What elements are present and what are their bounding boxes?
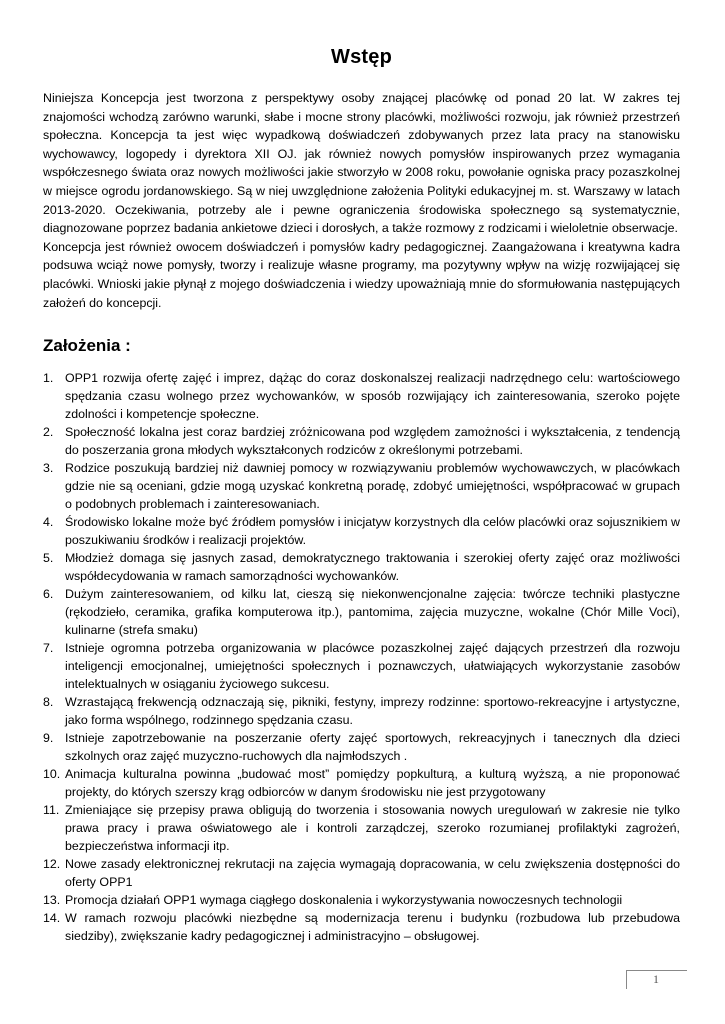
assumptions-list	[43, 369, 680, 945]
list-item-text: OPP1 rozwija ofertę zajęć i imprez, dążąc do coraz doskonalszej realizacji nadrzędnego celu: wartościowego spędzania czasu wolnego przez wychowanków, w sposób rozwijający ich zainteresowania, szeroko pojęte zdolności i kompetencje społeczne.	[65, 371, 680, 422]
list-item-number: 8.	[43, 695, 54, 710]
list-item	[43, 513, 680, 549]
list-item	[43, 585, 680, 639]
list-item-text: Rodzice poszukują bardziej niż dawniej pomocy w rozwiązywaniu problemów wychowawczych, w placówkach gdzie nie są oceniani, gdzie mogą uzyskać konkretną poradę, zdobyć umiejętności, współpracować w grupach o podobnych problemach i zainteresowaniach.	[65, 461, 680, 512]
list-item	[43, 891, 680, 909]
list-item-number: 14.	[43, 911, 61, 926]
list-item-number: 7.	[43, 641, 54, 656]
intro-section	[43, 89, 680, 312]
list-item-number: 12.	[43, 857, 61, 872]
list-item	[43, 639, 680, 693]
list-item-text: Społeczność lokalna jest coraz bardziej zróżnicowana pod względem zamożności i wykształcenia, z tendencją do poszerzania grona młodych wykształconych rodziców z określonymi potrzebami.	[65, 425, 680, 458]
list-item-text: Animacja kulturalna powinna „budować most” pomiędzy popkulturą, a kulturą wyższą, a nie proponować projekty, do których szerszy krąg odbiorców w danym środowisku nie jest przygotowany	[65, 767, 680, 800]
list-item	[43, 765, 680, 801]
list-item	[43, 909, 680, 945]
list-item	[43, 801, 680, 855]
list-item-text: Środowisko lokalne może być źródłem pomysłów i inicjatyw korzystnych dla celów placówki oraz sojusznikiem w poszukiwaniu środków i realizacji projektów.	[65, 515, 680, 548]
list-item-text: Wzrastającą frekwencją odznaczają się, pikniki, festyny, imprezy rodzinne: sportowo-rekreacyjne i artystyczne, jako forma wspólnego, rodzinnego spędzania czasu.	[65, 695, 680, 728]
intro-paragraph: Niniejsza Koncepcja jest tworzona z perspektywy osoby znającej placówkę od ponad 20 lat. W zakres tej znajomości wchodzą zarówno warunki, słabe i mocne strony placówki, możliwości rozwoju, jak również przestrzeń społeczna. Koncepcja ta jest więc wypadkową doświadczeń zdobywanych przez lata pracy na stanowisku wychowawcy, logopedy i dyrektora XII OJ. jak również nowych pomysłów inspirowanych przez wymagania współczesnego świata oraz nowych możliwości jakie stworzyło w 2008 roku, powołanie ogniska pracy pozaszkolnej w miejsce ogrodu jordanowskiego. Są w niej uwzględnione założenia Polityki edukacyjnej m. st. Warszawy w latach 2013-2020. Oczekiwania, potrzeby ale i pewne ograniczenia środowiska społecznego są systematycznie, diagnozowane poprzez badania ankietowe dzieci i dorosłych, a także rozmowy z rodzicami i wieloletnie obserwacje.	[43, 91, 680, 236]
list-item-number: 3.	[43, 461, 54, 476]
list-item	[43, 693, 680, 729]
list-item	[43, 549, 680, 585]
list-item-text: Młodzież domaga się jasnych zasad, demokratycznego traktowania i szerokiej oferty zajęć oraz możliwości współdecydowania w ramach samorządności wychowanków.	[65, 551, 680, 584]
list-item-text: Zmieniające się przepisy prawa obligują do tworzenia i stosowania nowych uregulowań w zakresie nie tylko prawa pracy i prawa oświatowego ale i kontroli zarządczej, szeroko rozumianej profilaktyki zagrożeń, bezpieczeństwa informacji itp.	[65, 803, 680, 854]
list-item-text: Istnieje zapotrzebowanie na poszerzanie oferty zajęć sportowych, rekreacyjnych i tanecznych dla dzieci szkolnych oraz zajęć muzyczno-ruchowych dla najmłodszych .	[65, 731, 680, 764]
document-page	[43, 46, 680, 945]
list-item-text: Istnieje ogromna potrzeba organizowania w placówce pozaszkolnej zajęć dających przestrzeń dla rozwoju inteligencji emocjonalnej, umiejętności społecznych i poznawczych, ułatwiających wykorzystanie zasobów intelektualnych w osiąganiu życiowego sukcesu.	[65, 641, 680, 692]
list-item-number: 6.	[43, 587, 54, 602]
page-number: 1	[653, 972, 659, 986]
list-item-number: 1.	[43, 371, 54, 386]
assumptions-heading: Założenia :	[43, 336, 131, 356]
list-item-number: 4.	[43, 515, 54, 530]
list-item-number: 10.	[43, 767, 61, 782]
list-item-text: Promocja działań OPP1 wymaga ciągłego doskonalenia i wykorzystywania nowoczesnych technologii	[65, 893, 623, 908]
list-item-number: 13.	[43, 893, 61, 908]
list-item-number: 11.	[43, 803, 60, 818]
list-item-number: 5.	[43, 551, 54, 566]
list-item	[43, 855, 680, 891]
intro-paragraph: Koncepcja jest również owocem doświadczeń i pomysłów kadry pedagogicznej. Zaangażowana i kreatywna kadra podsuwa wciąż nowe pomysły, tworzy i realizuje własne programy, ma pozytywny wpływ na wizję rozwijającej się placówki. Wnioski jakie płynął z mojego doświadczenia i wiedzy upoważniają mnie do sformułowania następujących założeń do koncepcji.	[43, 239, 680, 310]
list-item-text: Dużym zainteresowaniem, od kilku lat, cieszą się niekonwencjonalne zajęcia: twórcze techniki plastyczne (rękodzieło, ceramika, grafika komputerowa itp.), pantomima, zajęcia muzyczne, wokalne (Chór Mille Voci), kulinarne (strefa smaku)	[65, 587, 680, 638]
list-item	[43, 369, 680, 423]
list-item-number: 9.	[43, 731, 54, 746]
page-title: Wstęp	[331, 46, 392, 68]
list-item	[43, 423, 680, 459]
list-item	[43, 459, 680, 513]
list-item-text: Nowe zasady elektronicznej rekrutacji na zajęcia wymagają dopracowania, w celu zwiększenia dostępności do oferty OPP1	[65, 857, 680, 890]
list-item	[43, 729, 680, 765]
list-item-text: W ramach rozwoju placówki niezbędne są modernizacja terenu i budynku (rozbudowa lub przebudowa siedziby), zwiększanie kadry pedagogicznej i administracyjno – obsługowej.	[65, 911, 680, 944]
list-item-number: 2.	[43, 425, 54, 440]
